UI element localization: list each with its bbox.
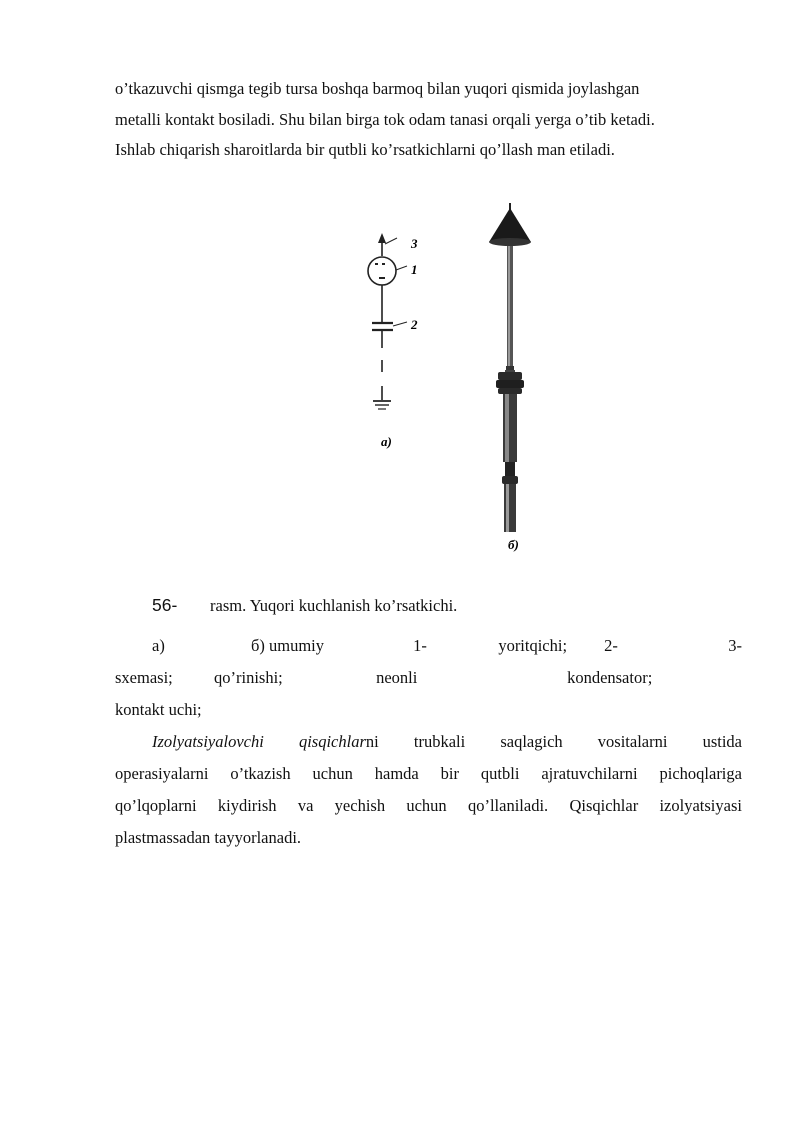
word: ajratuvchilarni [541,764,638,783]
label-b: б) [508,537,519,552]
legend-item-3: 3- [728,636,742,655]
word: izolyatsiyasi [659,796,742,815]
italic-term: Izolyatsiyalovchi [152,732,264,751]
figure-caption [152,595,457,616]
legend-word: 1- neonli [376,636,427,687]
legend-item-2: 2- kondensator; [567,636,653,687]
indicator-device-drawing [489,203,531,532]
figure-legend [115,630,742,726]
word: kiydirish [217,796,277,815]
text-line: metalli kontakt bosiladi. Shu bilan birga tok odam tanasi orqali yerga o’tib ketadi. [115,109,655,129]
word: pichoqlariga [659,764,742,783]
label-3: 3 [411,236,418,251]
word: trubkali [413,732,466,751]
text-line: o’tkazuvchi qismga tegib tursa boshqa barmoq bilan yuqori qismida joylashgan [115,79,640,98]
word: Qisqichlar [569,796,639,815]
word: uchun [406,796,447,815]
figure-title: rasm. Yuqori kuchlanish ko’rsatkichi. [210,596,458,615]
word: qo’lqoplarni [115,796,197,815]
text-line [115,758,742,790]
word: va [297,796,314,815]
legend-line-1 [115,630,742,694]
legend-word: yoritqichi; [498,636,568,655]
schematic-diagram [368,233,407,409]
word: ustida [702,732,742,751]
label-a: a) [381,434,392,449]
word: saqlagich [500,732,563,751]
word: bir [440,764,459,783]
text-line: Ishlab chiqarish sharoitlarda bir qutbli ko’rsatkichlarni qo’llash man etiladi. [115,140,615,159]
italic-term-2: qisqichlarni [298,732,379,751]
text-line [115,726,742,758]
word: qutbli [480,764,520,783]
text-line: plastmassadan tayyorlanadi. [115,828,302,847]
label-2: 2 [411,317,418,332]
paragraph-intro [115,74,745,166]
word: vositalarni [597,732,668,751]
word: uchun [312,764,353,783]
figure-number: 56- [152,595,178,615]
word: operasiyalarni [115,764,209,783]
legend-item-b: б) umumiy qo’rinishi; [214,636,325,687]
figure-voltage-indicator [355,200,555,560]
word: qo’llaniladi. [467,796,549,815]
label-1: 1 [411,262,418,277]
word: o’tkazish [230,764,291,783]
legend-item-a: a) sxemasi; [115,636,173,687]
legend-line-2: kontakt uchi; [115,700,202,719]
paragraph-clamps [115,726,742,854]
figure-drawing [355,200,555,560]
word: yechish [334,796,386,815]
text-line [115,790,742,822]
word: hamda [374,764,419,783]
